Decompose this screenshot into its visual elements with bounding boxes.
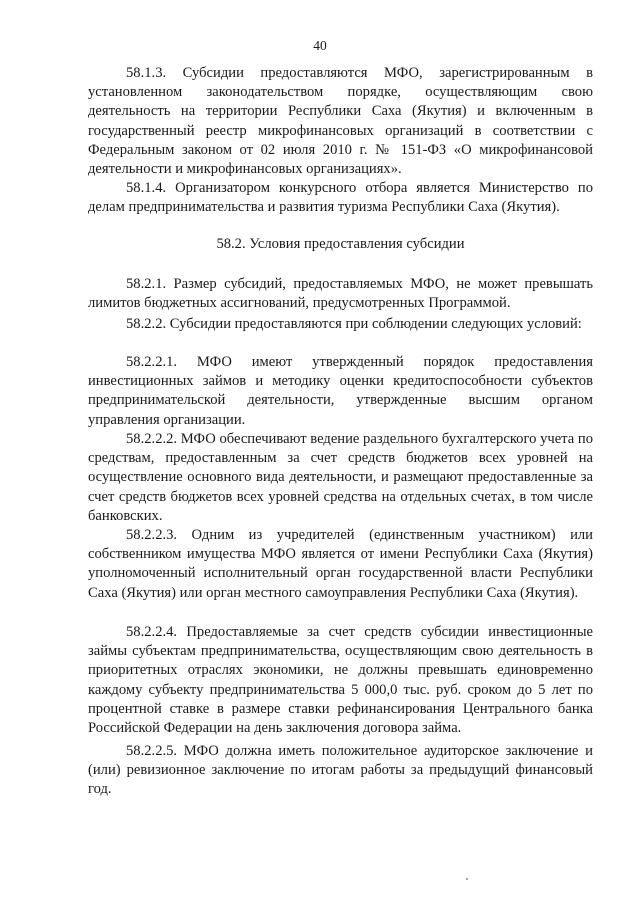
page-number: 40: [313, 38, 327, 53]
section-heading-58-2: 58.2. Условия предоставления субсидии: [216, 236, 465, 252]
paragraph-58-2-2-5: 58.2.2.5. МФО должна иметь положительное аудиторское заключение и (или) ревизионное заключение по итогам работы за предыдущий финансовый год.: [88, 743, 593, 798]
paragraph-58-2-2-2: 58.2.2.2. МФО обеспечивают ведение раздельного бухгалтерского учета по средствам, предоставленным за счет средств бюджетов всех уровней на осуществление основного вида деятельности, и размещают предоставленные за счет средств бюджетов всех уровней средства на отдельных счетах, в том числе банковских.: [88, 431, 593, 524]
paragraph-58-1-3: 58.1.3. Субсидии предоставляются МФО, зарегистрированным в установленном законодательством порядке, осуществляющим свою деятельность на территории Республики Саха (Якутия) и включенным в государственный реестр микрофинансовых организаций в соответствии с Федеральным законом от 02 июля 2010 г. № 151-ФЗ «О микрофинансовой деятельности и микрофинансовых организациях».: [88, 65, 593, 178]
paragraph-58-2-1: 58.2.1. Размер субсидий, предоставляемых МФО, не может превышать лимитов бюджетных ассигнований, предусмотренных Программой.: [88, 276, 593, 312]
paragraph-58-2-2-1: 58.2.2.1. МФО имеют утвержденный порядок предоставления инвестиционных займов и методику оценки кредитоспособности субъектов предпринимательской деятельности, утвержденные высшим органом управления организации.: [88, 354, 593, 428]
paragraph-58-2-2-4: 58.2.2.4. Предоставляемые за счет средств субсидии инвестиционные займы субъектам предпринимательства, осуществляющим свою деятельность в приоритетных отраслях экономики, не должны превышать единовременно каждому субъекту предпринимательства 5 000,0 тыс. руб. сроком до 5 лет по процентной ставке в размере ставки рефинансирования Центрального банка Российской Федерации на день заключения договора займа.: [88, 624, 593, 737]
paragraph-58-2-2: 58.2.2. Субсидии предоставляются при соблюдении следующих условий:: [126, 316, 582, 332]
scan-dot: [466, 878, 468, 880]
paragraph-58-1-4: 58.1.4. Организатором конкурсного отбора является Министерство по делам предпринимательства и развития туризма Республики Саха (Якутия).: [88, 180, 593, 216]
paragraph-58-2-2-3: 58.2.2.3. Одним из учредителей (единственным участником) или собственником имущества МФО является от имени Республики Саха (Якутия) уполномоченный исполнительный орган государственной власти Республики Саха (Якутия) или орган местного самоуправления Республики Саха (Якутия).: [88, 527, 593, 601]
